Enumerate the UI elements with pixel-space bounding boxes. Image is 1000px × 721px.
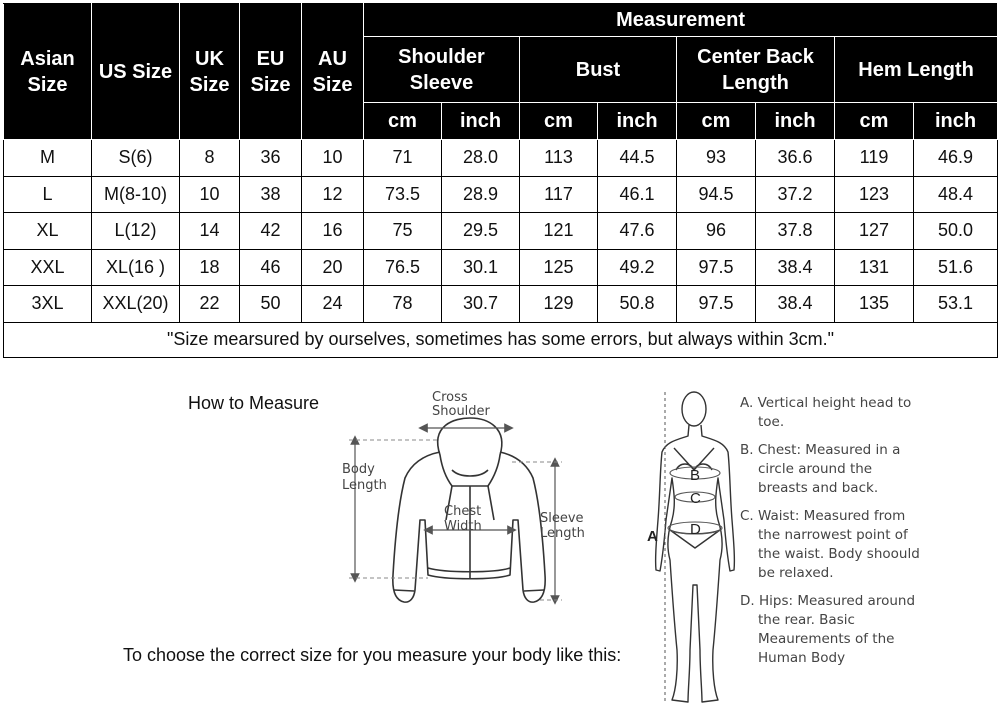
how-to-measure-title: How to Measure	[188, 393, 320, 413]
table-cell: 96	[677, 213, 756, 250]
body-letter-d: D	[690, 521, 701, 538]
table-cell: 36.6	[756, 140, 835, 177]
header-hem-length: Hem Length	[835, 37, 998, 103]
table-cell: 12	[302, 176, 364, 213]
length-label-line2: Length	[342, 478, 387, 493]
table-cell: 10	[302, 140, 364, 177]
table-cell: 131	[835, 249, 914, 286]
table-cell: 29.5	[442, 213, 520, 250]
body-measurement-legend	[740, 394, 920, 677]
table-cell: 113	[520, 140, 598, 177]
table-cell: 46.1	[598, 176, 677, 213]
chest-label-line1: Chest	[444, 504, 482, 519]
table-cell: 94.5	[677, 176, 756, 213]
header-measurement: Measurement	[364, 4, 998, 37]
table-cell: 78	[364, 286, 442, 323]
sleeve-label-line1: Sleeve	[540, 511, 584, 526]
body-letter-c: C	[690, 490, 701, 507]
header-center-back-length: Center Back Length	[677, 37, 835, 103]
table-cell: 97.5	[677, 286, 756, 323]
unit-cm: cm	[835, 103, 914, 140]
header-au-size: AU Size	[302, 4, 364, 140]
unit-cm: cm	[677, 103, 756, 140]
header-asian-size: Asian Size	[4, 4, 92, 140]
unit-inch: inch	[598, 103, 677, 140]
table-cell: 16	[302, 213, 364, 250]
table-cell: 20	[302, 249, 364, 286]
table-cell: 3XL	[4, 286, 92, 323]
table-cell: 14	[180, 213, 240, 250]
table-cell: 117	[520, 176, 598, 213]
header-uk-size: UK Size	[180, 4, 240, 140]
cross-label-line1: Cross	[432, 390, 468, 405]
table-cell: 38	[240, 176, 302, 213]
table-cell: 51.6	[914, 249, 998, 286]
table-cell: 125	[520, 249, 598, 286]
unit-cm: cm	[520, 103, 598, 140]
legend-item-b: B. Chest: Measured in a circle around the breasts and back.	[740, 442, 901, 496]
table-cell: 97.5	[677, 249, 756, 286]
table-cell: 37.2	[756, 176, 835, 213]
table-cell: L	[4, 176, 92, 213]
table-cell: 46.9	[914, 140, 998, 177]
table-cell: M	[4, 140, 92, 177]
table-cell: 121	[520, 213, 598, 250]
header-bust: Bust	[520, 37, 677, 103]
unit-inch: inch	[756, 103, 835, 140]
table-cell: S(6)	[92, 140, 180, 177]
table-cell: 73.5	[364, 176, 442, 213]
table-cell: 36	[240, 140, 302, 177]
human-body-figure	[656, 392, 735, 704]
table-cell: XL(16 )	[92, 249, 180, 286]
header-us-size: US Size	[92, 4, 180, 140]
table-cell: 93	[677, 140, 756, 177]
width-label-line2: Width	[444, 519, 482, 534]
unit-inch: inch	[442, 103, 520, 140]
legend-item-a: A. Vertical height head to toe.	[740, 395, 912, 430]
table-cell: 22	[180, 286, 240, 323]
table-cell: 30.1	[442, 249, 520, 286]
table-cell: 119	[835, 140, 914, 177]
table-cell: 127	[835, 213, 914, 250]
table-cell: 8	[180, 140, 240, 177]
table-cell: 135	[835, 286, 914, 323]
table-cell: 18	[180, 249, 240, 286]
table-cell: XXL(20)	[92, 286, 180, 323]
measurement-note: "Size mearsured by ourselves, sometimes has some errors, but always within 3cm."	[4, 322, 998, 357]
table-cell: 38.4	[756, 286, 835, 323]
table-cell: M(8-10)	[92, 176, 180, 213]
table-cell: 30.7	[442, 286, 520, 323]
table-cell: 123	[835, 176, 914, 213]
body-letter-a: A	[647, 528, 658, 545]
table-cell: 46	[240, 249, 302, 286]
table-cell: 10	[180, 176, 240, 213]
table-cell: 129	[520, 286, 598, 323]
unit-inch: inch	[914, 103, 998, 140]
table-cell: 24	[302, 286, 364, 323]
table-cell: 76.5	[364, 249, 442, 286]
table-cell: 53.1	[914, 286, 998, 323]
body-letter-b: B	[690, 467, 701, 484]
legend-item-c: C. Waist: Measured from the narrowest point of the waist. Body shoould be relaxed.	[740, 508, 920, 581]
table-cell: L(12)	[92, 213, 180, 250]
table-cell: 28.9	[442, 176, 520, 213]
table-cell: 47.6	[598, 213, 677, 250]
sleeve-length-label-line2: Length	[540, 526, 585, 541]
table-cell: XL	[4, 213, 92, 250]
shoulder-label-line2: Shoulder	[432, 404, 490, 419]
choose-size-instruction: To choose the correct size for you measure your body like this:	[123, 645, 622, 665]
table-cell: 48.4	[914, 176, 998, 213]
table-cell: 75	[364, 213, 442, 250]
table-cell: 38.4	[756, 249, 835, 286]
table-cell: 49.2	[598, 249, 677, 286]
table-cell: 28.0	[442, 140, 520, 177]
body-label-line1: Body	[342, 462, 375, 477]
legend-item-d: D. Hips: Measured around the rear. Basic Meaurements of the Human Body	[740, 593, 916, 666]
table-cell: 50.0	[914, 213, 998, 250]
header-eu-size: EU Size	[240, 4, 302, 140]
unit-cm: cm	[364, 103, 442, 140]
header-shoulder-sleeve: Shoulder Sleeve	[364, 37, 520, 103]
table-cell: 50.8	[598, 286, 677, 323]
table-cell: 37.8	[756, 213, 835, 250]
table-cell: XXL	[4, 249, 92, 286]
table-cell: 50	[240, 286, 302, 323]
table-cell: 44.5	[598, 140, 677, 177]
table-cell: 42	[240, 213, 302, 250]
table-cell: 71	[364, 140, 442, 177]
